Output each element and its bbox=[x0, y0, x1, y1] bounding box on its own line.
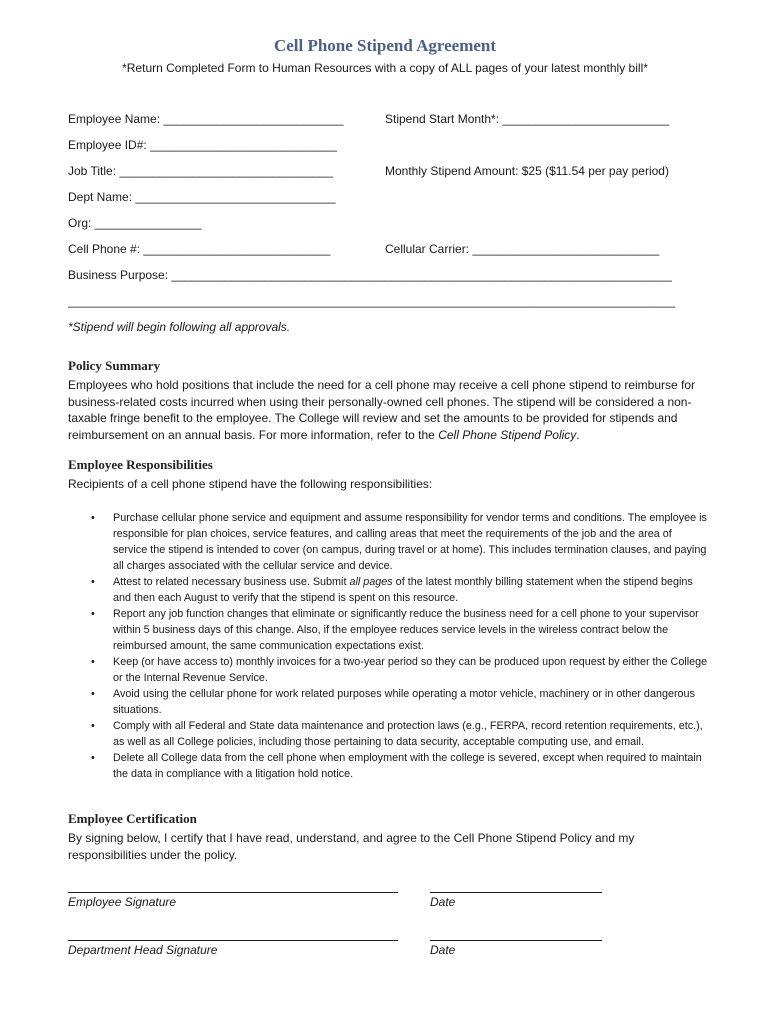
bullet-icon: • bbox=[91, 576, 95, 588]
date-label: Date bbox=[430, 943, 456, 957]
bullet-icon: • bbox=[91, 656, 95, 668]
bullet-icon: • bbox=[91, 688, 95, 700]
responsibilities-intro: Recipients of a cell phone stipend have the following responsibilities: bbox=[68, 477, 433, 491]
bullet-icon: • bbox=[91, 608, 95, 620]
bullet-icon: • bbox=[91, 512, 95, 524]
employee-id-field[interactable]: Employee ID#: ____________________________ bbox=[68, 138, 337, 152]
date-label: Date bbox=[430, 895, 456, 909]
return-instructions: *Return Completed Form to Human Resources with a copy of ALL pages of your latest monthly bill* bbox=[122, 61, 648, 75]
date-line[interactable] bbox=[430, 892, 602, 893]
list-item: • Avoid using the cellular phone for work related purposes while operating a motor vehicle, machinery or in other dangerous situations. bbox=[91, 688, 695, 716]
list-item: • Delete all College data from the cell phone when employment with the college is severed, except when required to maintain the data in compliance with a litigation hold notice. bbox=[91, 752, 702, 780]
policy-reference: Cell Phone Stipend Policy bbox=[438, 427, 577, 442]
employee-certification-heading: Employee Certification bbox=[68, 811, 197, 826]
policy-summary-text: Employees who hold positions that include the need for a cell phone may receive a cell phone stipend to reimburse for business-related costs incurred when using their personally-owned cell phones. The stipend will be considered a non-taxable fringe benefit to the employee. The College will review and set the amounts to be provided for stipends and reimbursement on an annual basis. For more information, refer to the Cell Phone Stipend Policy. bbox=[68, 378, 696, 442]
cellular-carrier-field[interactable]: Cellular Carrier: ____________________________ bbox=[385, 242, 660, 256]
list-item: • Comply with all Federal and State data maintenance and protection laws (e.g., FERPA, record retention requirements, etc.), as well as all College policies, including those pertaining to data security, acceptable computing use, and email. bbox=[91, 720, 703, 748]
date-line[interactable] bbox=[430, 940, 602, 941]
document-title: Cell Phone Stipend Agreement bbox=[273, 36, 497, 55]
employee-name-field[interactable]: Employee Name: ___________________________ bbox=[68, 112, 344, 126]
list-item: • Attest to related necessary business use. Submit all pages of the latest monthly billing statement when the stipend begins and then each August to verify that the stipend is spent on this resource. bbox=[91, 576, 693, 604]
business-purpose-field[interactable]: Business Purpose: ___________________________________________________________________________ bbox=[68, 268, 672, 282]
list-item: • Purchase cellular phone service and equipment and assume responsibility for vendor terms and conditions. The employee is responsible for plan choices, service features, and calling areas that meet the requirements of the job and the area of service the stipend is intended to cover (on campus, during travel or at home). This includes termination clauses, and paying all charges associated with the cellular service and device. bbox=[91, 512, 707, 572]
job-title-field[interactable]: Job Title: ________________________________ bbox=[68, 164, 333, 178]
cell-phone-field[interactable]: Cell Phone #: ____________________________ bbox=[68, 242, 331, 256]
employee-signature-line[interactable] bbox=[68, 892, 398, 893]
bullet-icon: • bbox=[91, 752, 95, 764]
responsibilities-list bbox=[68, 510, 708, 782]
monthly-stipend-amount: Monthly Stipend Amount: $25 ($11.54 per pay period) bbox=[385, 164, 669, 178]
certification-text: By signing below, I certify that I have read, understand, and agree to the Cell Phone Stipend Policy and my responsibilities under the policy. bbox=[68, 831, 635, 862]
business-purpose-field-continued[interactable]: ___________________________________________________________________________________________ bbox=[68, 294, 676, 308]
org-field[interactable]: Org: ________________ bbox=[68, 216, 202, 230]
bullet-icon: • bbox=[91, 720, 95, 732]
department-head-signature-line[interactable] bbox=[68, 940, 398, 941]
list-item: • Report any job function changes that eliminate or significantly reduce the business need for a cell phone to your supervisor within 5 business days of this change. Also, if the employee reduces service levels in the wireless contract below the reimbursed amount, the same communication expectations exist. bbox=[91, 608, 699, 652]
policy-summary-heading: Policy Summary bbox=[68, 358, 161, 373]
stipend-note: *Stipend will begin following all approvals. bbox=[68, 320, 291, 334]
list-item: • Keep (or have access to) monthly invoices for a two-year period so they can be produced upon request by either the College or the Internal Revenue Service. bbox=[91, 656, 708, 684]
department-head-signature-label: Department Head Signature bbox=[68, 943, 218, 957]
employee-signature-label: Employee Signature bbox=[68, 895, 177, 909]
employee-responsibilities-heading: Employee Responsibilities bbox=[68, 457, 213, 472]
stipend-start-month-field[interactable]: Stipend Start Month*: _________________________ bbox=[385, 112, 670, 126]
dept-name-field[interactable]: Dept Name: ______________________________ bbox=[68, 190, 336, 204]
